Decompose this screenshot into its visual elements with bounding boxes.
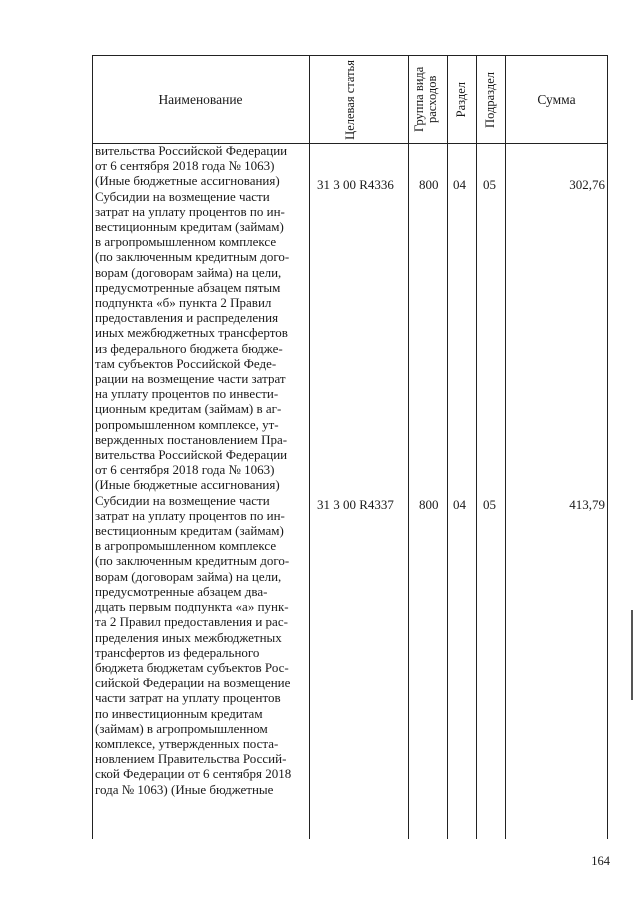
description-line: дцать первым подпункта «а» пунк- (95, 599, 289, 615)
description-line: предоставления и распределения (95, 310, 279, 326)
row-1-section: 04 (453, 177, 466, 192)
header-section-label: Раздел (454, 81, 468, 118)
description-line: трансфертов из федерального (95, 644, 260, 660)
header-expense-group (408, 55, 447, 144)
row-2-subsection: 05 (483, 497, 496, 512)
description-line: пределения иных межбюджетных (95, 629, 282, 645)
header-target-article (309, 55, 408, 144)
description-text (95, 143, 306, 797)
description-line: комплексе, утвержденных поста- (95, 735, 279, 751)
header-name-label: Наименование (158, 91, 243, 107)
description-line: в агропромышленном комплексе (95, 234, 277, 250)
row-2-group: 800 (419, 497, 439, 512)
description-line: предусмотренные абзацем два- (95, 583, 268, 599)
header-subsection (476, 55, 505, 144)
row-2-sum: 413,79 (569, 497, 605, 512)
header-sum (505, 55, 608, 144)
description-line: (Иные бюджетные ассигнования) (95, 477, 280, 493)
description-line: Субсидии на возмещение части (95, 492, 270, 508)
description-line: там субъектов Российской Феде- (95, 355, 277, 371)
column-divider (505, 55, 506, 839)
description-line: года № 1063) (Иные бюджетные (95, 781, 274, 797)
description-line: вержденных постановлением Пра- (95, 431, 288, 447)
description-line: вестиционным кредитам (займам) (95, 219, 284, 235)
header-target-article-label: Целевая статья (342, 59, 357, 140)
header-section (447, 55, 476, 144)
scan-edge-mark (631, 610, 633, 700)
description-line: сийской Федерации на возмещение (95, 675, 291, 691)
description-line: рации на возмещение части затрат (95, 371, 286, 387)
description-line: вительства Российской Федерации (95, 143, 288, 158)
description-line: (по заключенным кредитным дого- (95, 553, 290, 569)
description-line: подпункта «б» пункта 2 Правил (95, 295, 272, 311)
column-divider (309, 55, 310, 839)
description-line: та 2 Правил предоставления и рас- (95, 614, 288, 630)
description-line: ропромышленном комплексе, ут- (95, 416, 279, 432)
description-line: (займам) в агропромышленном (95, 720, 268, 736)
header-name (92, 55, 309, 144)
description-line: ционным кредитам (займам) в аг- (95, 401, 282, 417)
description-line: от 6 сентября 2018 года № 1063) (95, 462, 275, 478)
column-divider (476, 55, 477, 839)
row-1-subsection: 05 (483, 177, 496, 192)
column-divider (408, 55, 409, 839)
row-1-group: 800 (419, 177, 439, 192)
description-line: ворам (договорам займа) на цели, (95, 568, 282, 584)
description-line: (по заключенным кредитным дого- (95, 249, 290, 265)
description-line: на уплату процентов по инвести- (95, 386, 279, 402)
table-border-left (92, 55, 93, 839)
description-line: из федерального бюджета бюдже- (95, 340, 283, 356)
header-subsection-label: Подраздел (483, 71, 497, 128)
table-border-right (607, 55, 608, 839)
description-line: предусмотренные абзацем пятым (95, 279, 281, 295)
description-line: затрат на уплату процентов по ин- (95, 203, 285, 219)
header-sum-label: Сумма (537, 91, 576, 107)
description-line: новлением Правительства Россий- (95, 751, 287, 767)
header-expense-group-label: Группа вида расходов (411, 66, 439, 133)
description-line: ворам (договорам займа) на цели, (95, 264, 282, 280)
column-divider (447, 55, 448, 839)
row-1-sum: 302,76 (569, 177, 605, 192)
description-line: ской Федерации от 6 сентября 2018 (95, 766, 292, 782)
row-2-section: 04 (453, 497, 466, 512)
description-line: затрат на уплату процентов по ин- (95, 507, 285, 523)
description-line: Субсидии на возмещение части (95, 188, 270, 204)
row-1-code: 31 3 00 R4336 (317, 177, 394, 192)
description-line: по инвестиционным кредитам (95, 705, 263, 721)
description-line: (Иные бюджетные ассигнования) (95, 173, 280, 189)
description-line: части затрат на уплату процентов (95, 690, 281, 706)
description-line: в агропромышленном комплексе (95, 538, 277, 554)
description-line: иных межбюджетных трансфертов (95, 325, 288, 341)
row-2-code: 31 3 00 R4337 (317, 497, 394, 512)
description-line: бюджета бюджетам субъектов Рос- (95, 659, 289, 675)
description-line: вительства Российской Федерации (95, 447, 288, 463)
description-line: вестиционным кредитам (займам) (95, 523, 284, 539)
description-line: от 6 сентября 2018 года № 1063) (95, 158, 275, 174)
page-number: 164 (591, 854, 610, 868)
